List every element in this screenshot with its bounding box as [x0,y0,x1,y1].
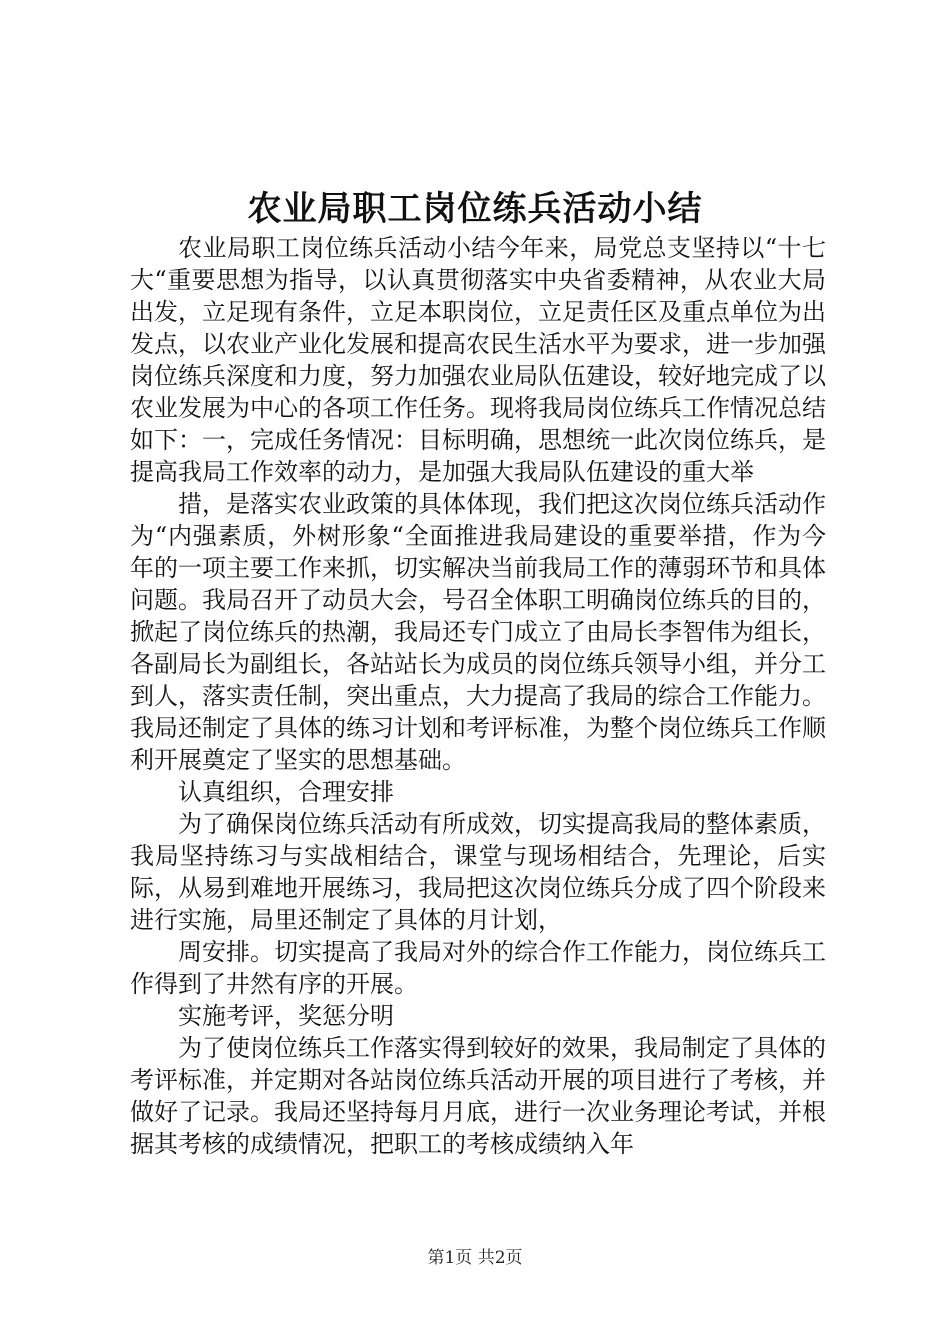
paragraph-schedule: 周安排。切实提高了我局对外的综合作工作能力，岗位练兵工作得到了井然有序的开展。 [130,938,826,998]
document-body [130,232,826,1160]
section-heading-organize: 认真组织，合理安排 [178,778,394,806]
paragraph-intro: 农业局职工岗位练兵活动小结今年来，局党总支坚持以“十七大“重要思想为指导，以认真贯彻落实中央省委精神，从农业大局出发，立足现有条件，立足本职岗位，立足责任区及重点单位为出发点，以农业产业化发展和提高农民生活水平为要求，进一步加强岗位练兵深度和力度，努力加强农业局队伍建设，较好地完成了以农业发展为中心的各项工作任务。现将我局岗位练兵工作情况总结如下：一，完成任务情况：目标明确，思想统一此次岗位练兵，是提高我局工作效率的动力，是加强大我局队伍建设的重大举 [130,234,826,486]
paragraph-organize: 为了确保岗位练兵活动有所成效，切实提高我局的整体素质，我局坚持练习与实战相结合，课堂与现场相结合，先理论，后实际，从易到难地开展练习，我局把这次岗位练兵分成了四个阶段来进行实施，局里还制定了具体的月计划， [130,810,826,934]
paragraph-evaluation: 为了使岗位练兵工作落实得到较好的效果，我局制定了具体的考评标准，并定期对各站岗位练兵活动开展的项目进行了考核，并做好了记录。我局还坚持每月月底，进行一次业务理论考试，并根据其考核的成绩情况，把职工的考核成绩纳入年 [130,1034,826,1158]
page-number-footer: 第1页 共2页 [427,1248,523,1268]
section-heading-evaluation: 实施考评，奖惩分明 [178,1002,394,1030]
page-title: 农业局职工岗位练兵活动小结 [247,189,703,229]
paragraph-measures: 措，是落实农业政策的具体体现，我们把这次岗位练兵活动作为“内强素质，外树形象“全面推进我局建设的重要举措，作为今年的一项主要工作来抓，切实解决当前我局工作的薄弱环节和具体问题。我局召开了动员大会，号召全体职工明确岗位练兵的目的，掀起了岗位练兵的热潮，我局还专门成立了由局长李智伟为组长，各副局长为副组长，各站站长为成员的岗位练兵领导小组，并分工到人，落实责任制，突出重点，大力提高了我局的综合工作能力。我局还制定了具体的练习计划和考评标准，为整个岗位练兵工作顺利开展奠定了坚实的思想基础。 [130,490,826,774]
